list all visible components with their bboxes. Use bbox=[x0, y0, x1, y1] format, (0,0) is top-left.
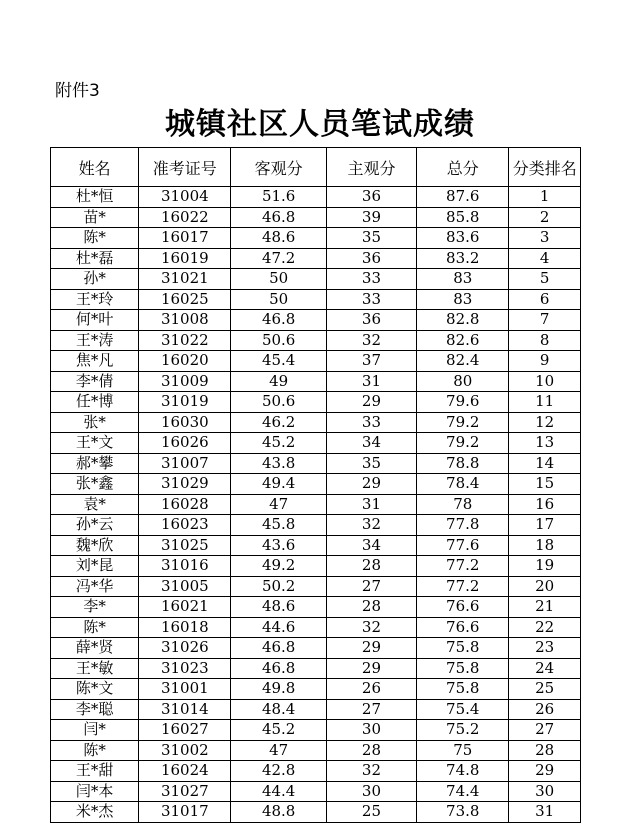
cell-subjective-score: 32 bbox=[326, 761, 416, 782]
cell-total-score: 82.4 bbox=[417, 351, 509, 372]
cell-name: 何*叶 bbox=[51, 310, 139, 331]
cell-objective-score: 48.8 bbox=[231, 802, 326, 823]
cell-total-score: 82.6 bbox=[417, 330, 509, 351]
cell-total-score: 82.8 bbox=[417, 310, 509, 331]
cell-name: 薛*贤 bbox=[51, 638, 139, 659]
cell-subjective-score: 27 bbox=[326, 699, 416, 720]
cell-objective-score: 44.6 bbox=[231, 617, 326, 638]
cell-name: 闫* bbox=[51, 720, 139, 741]
header-rank: 分类排名 bbox=[509, 148, 581, 187]
cell-objective-score: 45.8 bbox=[231, 515, 326, 536]
table-row bbox=[51, 658, 581, 679]
cell-rank: 26 bbox=[509, 699, 581, 720]
table-row bbox=[51, 412, 581, 433]
cell-subjective-score: 36 bbox=[326, 187, 416, 208]
table-row bbox=[51, 638, 581, 659]
header-name: 姓名 bbox=[51, 148, 139, 187]
cell-name: 杜*恒 bbox=[51, 187, 139, 208]
cell-name: 郝*攀 bbox=[51, 453, 139, 474]
table-row bbox=[51, 802, 581, 823]
cell-subjective-score: 32 bbox=[326, 617, 416, 638]
table-body bbox=[51, 187, 581, 823]
cell-subjective-score: 34 bbox=[326, 433, 416, 454]
cell-exam-id: 31014 bbox=[139, 699, 231, 720]
cell-rank: 18 bbox=[509, 535, 581, 556]
cell-name: 陈*文 bbox=[51, 679, 139, 700]
cell-rank: 11 bbox=[509, 392, 581, 413]
cell-subjective-score: 28 bbox=[326, 556, 416, 577]
cell-name: 袁* bbox=[51, 494, 139, 515]
cell-exam-id: 31002 bbox=[139, 740, 231, 761]
cell-subjective-score: 30 bbox=[326, 720, 416, 741]
table-row bbox=[51, 515, 581, 536]
cell-subjective-score: 27 bbox=[326, 576, 416, 597]
cell-total-score: 75.8 bbox=[417, 638, 509, 659]
cell-exam-id: 16020 bbox=[139, 351, 231, 372]
cell-objective-score: 46.8 bbox=[231, 207, 326, 228]
table-row bbox=[51, 351, 581, 372]
cell-objective-score: 45.4 bbox=[231, 351, 326, 372]
cell-subjective-score: 33 bbox=[326, 289, 416, 310]
cell-exam-id: 31004 bbox=[139, 187, 231, 208]
cell-exam-id: 31001 bbox=[139, 679, 231, 700]
cell-name: 苗* bbox=[51, 207, 139, 228]
table-row bbox=[51, 371, 581, 392]
page-title: 城镇社区人员笔试成绩 bbox=[165, 107, 475, 142]
cell-name: 魏*欣 bbox=[51, 535, 139, 556]
cell-objective-score: 44.4 bbox=[231, 781, 326, 802]
cell-exam-id: 16021 bbox=[139, 597, 231, 618]
table-row bbox=[51, 187, 581, 208]
cell-subjective-score: 34 bbox=[326, 535, 416, 556]
cell-exam-id: 16024 bbox=[139, 761, 231, 782]
cell-total-score: 83 bbox=[417, 289, 509, 310]
cell-objective-score: 49.4 bbox=[231, 474, 326, 495]
cell-rank: 30 bbox=[509, 781, 581, 802]
cell-objective-score: 50.2 bbox=[231, 576, 326, 597]
cell-name: 陈* bbox=[51, 617, 139, 638]
header-total-score: 总分 bbox=[417, 148, 509, 187]
cell-rank: 12 bbox=[509, 412, 581, 433]
cell-objective-score: 43.8 bbox=[231, 453, 326, 474]
cell-subjective-score: 36 bbox=[326, 310, 416, 331]
cell-rank: 31 bbox=[509, 802, 581, 823]
table-row bbox=[51, 330, 581, 351]
cell-rank: 16 bbox=[509, 494, 581, 515]
cell-subjective-score: 28 bbox=[326, 597, 416, 618]
cell-name: 王*文 bbox=[51, 433, 139, 454]
cell-exam-id: 31022 bbox=[139, 330, 231, 351]
table-row bbox=[51, 474, 581, 495]
table-row bbox=[51, 720, 581, 741]
cell-objective-score: 50 bbox=[231, 289, 326, 310]
cell-exam-id: 16023 bbox=[139, 515, 231, 536]
cell-subjective-score: 30 bbox=[326, 781, 416, 802]
cell-total-score: 75.8 bbox=[417, 658, 509, 679]
cell-subjective-score: 31 bbox=[326, 494, 416, 515]
cell-subjective-score: 35 bbox=[326, 453, 416, 474]
header-objective-score: 客观分 bbox=[231, 148, 326, 187]
cell-exam-id: 31009 bbox=[139, 371, 231, 392]
cell-exam-id: 31027 bbox=[139, 781, 231, 802]
cell-exam-id: 31019 bbox=[139, 392, 231, 413]
cell-total-score: 77.6 bbox=[417, 535, 509, 556]
cell-total-score: 83.6 bbox=[417, 228, 509, 249]
cell-rank: 1 bbox=[509, 187, 581, 208]
score-table bbox=[50, 147, 581, 823]
cell-exam-id: 31026 bbox=[139, 638, 231, 659]
cell-rank: 5 bbox=[509, 269, 581, 290]
cell-rank: 10 bbox=[509, 371, 581, 392]
cell-name: 冯*华 bbox=[51, 576, 139, 597]
cell-rank: 22 bbox=[509, 617, 581, 638]
table-row bbox=[51, 761, 581, 782]
cell-subjective-score: 33 bbox=[326, 269, 416, 290]
cell-name: 李* bbox=[51, 597, 139, 618]
table-header-row bbox=[51, 148, 581, 187]
cell-subjective-score: 28 bbox=[326, 740, 416, 761]
cell-name: 王*敏 bbox=[51, 658, 139, 679]
cell-total-score: 83.2 bbox=[417, 248, 509, 269]
cell-exam-id: 16018 bbox=[139, 617, 231, 638]
cell-total-score: 78.4 bbox=[417, 474, 509, 495]
cell-rank: 15 bbox=[509, 474, 581, 495]
table-row bbox=[51, 228, 581, 249]
table-row bbox=[51, 392, 581, 413]
cell-total-score: 74.4 bbox=[417, 781, 509, 802]
cell-total-score: 74.8 bbox=[417, 761, 509, 782]
cell-rank: 24 bbox=[509, 658, 581, 679]
cell-exam-id: 31017 bbox=[139, 802, 231, 823]
cell-name: 刘*昆 bbox=[51, 556, 139, 577]
table-row bbox=[51, 679, 581, 700]
cell-subjective-score: 29 bbox=[326, 392, 416, 413]
cell-subjective-score: 25 bbox=[326, 802, 416, 823]
cell-total-score: 77.8 bbox=[417, 515, 509, 536]
cell-exam-id: 16017 bbox=[139, 228, 231, 249]
table-row bbox=[51, 740, 581, 761]
cell-objective-score: 49 bbox=[231, 371, 326, 392]
cell-name: 米*杰 bbox=[51, 802, 139, 823]
cell-objective-score: 50.6 bbox=[231, 392, 326, 413]
cell-exam-id: 31008 bbox=[139, 310, 231, 331]
cell-exam-id: 16027 bbox=[139, 720, 231, 741]
cell-total-score: 77.2 bbox=[417, 576, 509, 597]
cell-subjective-score: 32 bbox=[326, 330, 416, 351]
table-row bbox=[51, 269, 581, 290]
cell-name: 孙* bbox=[51, 269, 139, 290]
table-row bbox=[51, 289, 581, 310]
table-row bbox=[51, 597, 581, 618]
cell-exam-id: 31005 bbox=[139, 576, 231, 597]
cell-subjective-score: 33 bbox=[326, 412, 416, 433]
table-row bbox=[51, 433, 581, 454]
cell-total-score: 77.2 bbox=[417, 556, 509, 577]
cell-total-score: 85.8 bbox=[417, 207, 509, 228]
table-row bbox=[51, 248, 581, 269]
cell-total-score: 75.4 bbox=[417, 699, 509, 720]
cell-objective-score: 48.6 bbox=[231, 597, 326, 618]
cell-rank: 8 bbox=[509, 330, 581, 351]
table-row bbox=[51, 556, 581, 577]
cell-exam-id: 31029 bbox=[139, 474, 231, 495]
cell-rank: 27 bbox=[509, 720, 581, 741]
cell-total-score: 75 bbox=[417, 740, 509, 761]
table-row bbox=[51, 699, 581, 720]
cell-rank: 17 bbox=[509, 515, 581, 536]
cell-total-score: 76.6 bbox=[417, 597, 509, 618]
cell-rank: 2 bbox=[509, 207, 581, 228]
cell-rank: 21 bbox=[509, 597, 581, 618]
cell-rank: 29 bbox=[509, 761, 581, 782]
cell-exam-id: 31016 bbox=[139, 556, 231, 577]
cell-exam-id: 31007 bbox=[139, 453, 231, 474]
table-row bbox=[51, 453, 581, 474]
cell-subjective-score: 26 bbox=[326, 679, 416, 700]
cell-objective-score: 46.2 bbox=[231, 412, 326, 433]
cell-name: 李*聪 bbox=[51, 699, 139, 720]
cell-total-score: 78.8 bbox=[417, 453, 509, 474]
cell-objective-score: 45.2 bbox=[231, 720, 326, 741]
cell-name: 孙*云 bbox=[51, 515, 139, 536]
cell-subjective-score: 29 bbox=[326, 474, 416, 495]
cell-objective-score: 48.4 bbox=[231, 699, 326, 720]
cell-objective-score: 50.6 bbox=[231, 330, 326, 351]
cell-objective-score: 50 bbox=[231, 269, 326, 290]
cell-exam-id: 16019 bbox=[139, 248, 231, 269]
cell-objective-score: 48.6 bbox=[231, 228, 326, 249]
cell-objective-score: 46.8 bbox=[231, 658, 326, 679]
cell-subjective-score: 29 bbox=[326, 658, 416, 679]
cell-objective-score: 46.8 bbox=[231, 638, 326, 659]
header-subjective-score: 主观分 bbox=[326, 148, 416, 187]
table-row bbox=[51, 576, 581, 597]
cell-objective-score: 47 bbox=[231, 494, 326, 515]
cell-rank: 28 bbox=[509, 740, 581, 761]
cell-total-score: 87.6 bbox=[417, 187, 509, 208]
cell-name: 陈* bbox=[51, 740, 139, 761]
cell-objective-score: 49.2 bbox=[231, 556, 326, 577]
cell-rank: 14 bbox=[509, 453, 581, 474]
cell-subjective-score: 31 bbox=[326, 371, 416, 392]
cell-rank: 23 bbox=[509, 638, 581, 659]
cell-total-score: 76.6 bbox=[417, 617, 509, 638]
cell-rank: 19 bbox=[509, 556, 581, 577]
cell-exam-id: 16025 bbox=[139, 289, 231, 310]
cell-rank: 4 bbox=[509, 248, 581, 269]
cell-objective-score: 45.2 bbox=[231, 433, 326, 454]
cell-name: 王*甜 bbox=[51, 761, 139, 782]
cell-subjective-score: 32 bbox=[326, 515, 416, 536]
cell-subjective-score: 37 bbox=[326, 351, 416, 372]
cell-objective-score: 43.6 bbox=[231, 535, 326, 556]
cell-name: 杜*磊 bbox=[51, 248, 139, 269]
cell-objective-score: 47 bbox=[231, 740, 326, 761]
cell-objective-score: 51.6 bbox=[231, 187, 326, 208]
cell-total-score: 83 bbox=[417, 269, 509, 290]
table-row bbox=[51, 781, 581, 802]
cell-objective-score: 49.8 bbox=[231, 679, 326, 700]
cell-total-score: 75.2 bbox=[417, 720, 509, 741]
cell-exam-id: 31025 bbox=[139, 535, 231, 556]
cell-name: 王*涛 bbox=[51, 330, 139, 351]
cell-rank: 7 bbox=[509, 310, 581, 331]
table-row bbox=[51, 617, 581, 638]
cell-exam-id: 31021 bbox=[139, 269, 231, 290]
cell-total-score: 80 bbox=[417, 371, 509, 392]
cell-objective-score: 42.8 bbox=[231, 761, 326, 782]
cell-objective-score: 47.2 bbox=[231, 248, 326, 269]
cell-total-score: 78 bbox=[417, 494, 509, 515]
cell-subjective-score: 39 bbox=[326, 207, 416, 228]
cell-name: 李*倩 bbox=[51, 371, 139, 392]
header-exam-id: 准考证号 bbox=[139, 148, 231, 187]
table-row bbox=[51, 207, 581, 228]
table-row bbox=[51, 535, 581, 556]
cell-name: 张*鑫 bbox=[51, 474, 139, 495]
cell-subjective-score: 29 bbox=[326, 638, 416, 659]
cell-name: 闫*本 bbox=[51, 781, 139, 802]
cell-name: 任*博 bbox=[51, 392, 139, 413]
cell-subjective-score: 36 bbox=[326, 248, 416, 269]
cell-exam-id: 31023 bbox=[139, 658, 231, 679]
cell-exam-id: 16030 bbox=[139, 412, 231, 433]
cell-total-score: 75.8 bbox=[417, 679, 509, 700]
table-row bbox=[51, 494, 581, 515]
cell-name: 陈* bbox=[51, 228, 139, 249]
cell-rank: 13 bbox=[509, 433, 581, 454]
cell-total-score: 79.2 bbox=[417, 412, 509, 433]
cell-rank: 6 bbox=[509, 289, 581, 310]
cell-total-score: 79.2 bbox=[417, 433, 509, 454]
cell-objective-score: 46.8 bbox=[231, 310, 326, 331]
cell-rank: 25 bbox=[509, 679, 581, 700]
cell-exam-id: 16022 bbox=[139, 207, 231, 228]
cell-subjective-score: 35 bbox=[326, 228, 416, 249]
cell-total-score: 79.6 bbox=[417, 392, 509, 413]
cell-exam-id: 16028 bbox=[139, 494, 231, 515]
cell-rank: 9 bbox=[509, 351, 581, 372]
table-row bbox=[51, 310, 581, 331]
cell-name: 王*玲 bbox=[51, 289, 139, 310]
cell-total-score: 73.8 bbox=[417, 802, 509, 823]
attachment-label: 附件3 bbox=[55, 81, 100, 101]
cell-name: 焦*凡 bbox=[51, 351, 139, 372]
cell-rank: 3 bbox=[509, 228, 581, 249]
cell-name: 张* bbox=[51, 412, 139, 433]
cell-exam-id: 16026 bbox=[139, 433, 231, 454]
cell-rank: 20 bbox=[509, 576, 581, 597]
